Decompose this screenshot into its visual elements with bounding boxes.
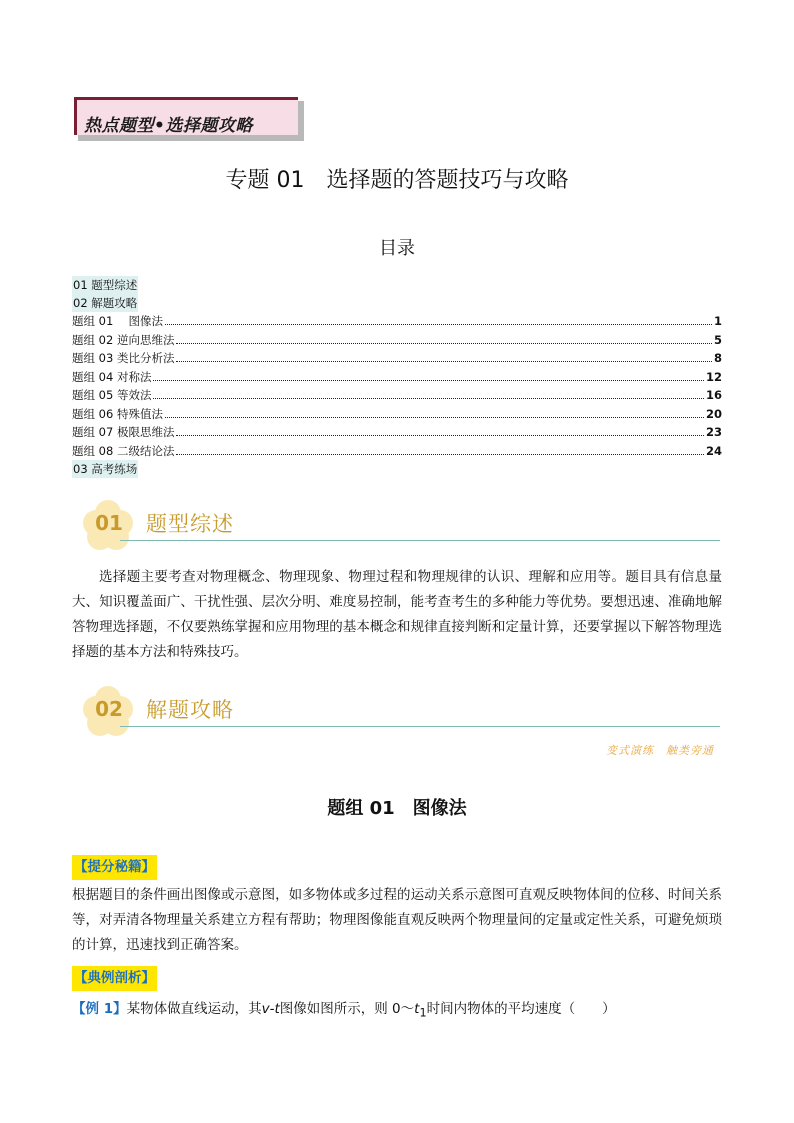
toc-heading: 目录 bbox=[379, 238, 415, 259]
section-heading-overview bbox=[80, 497, 720, 553]
tips-tag-line bbox=[72, 855, 722, 880]
header-badge-text: 热点题型•选择题攻略 bbox=[84, 116, 253, 136]
section-divider bbox=[120, 726, 720, 727]
section-heading-strategy bbox=[80, 683, 720, 739]
section-number: 01 bbox=[95, 511, 123, 535]
toc-entry[interactable]: 题组 08 二级结论法 24 bbox=[72, 443, 722, 458]
header-badge bbox=[74, 97, 302, 139]
section-number: 02 bbox=[95, 697, 123, 721]
example-tag: 【例 1】 bbox=[72, 1001, 127, 1017]
toc-entry[interactable]: 题组 07 极限思维法 23 bbox=[72, 425, 722, 439]
group-title: 题组 01 图像法 bbox=[327, 798, 467, 819]
toc-entry[interactable]: 题组 06 特殊值法 20 bbox=[72, 406, 722, 421]
toc-section-2[interactable]: 02 解题攻略 bbox=[73, 296, 138, 310]
tips-tag: 【提分秘籍】 bbox=[72, 855, 157, 880]
toc-entry[interactable]: 题组 02 逆向思维法 5 bbox=[72, 332, 722, 347]
toc-section-1[interactable]: 01 题型综述 bbox=[73, 278, 138, 292]
analysis-tag-line bbox=[72, 966, 722, 991]
section-divider bbox=[120, 540, 720, 541]
analysis-tag: 【典例剖析】 bbox=[72, 966, 157, 991]
toc-entry[interactable]: 题组 05 等效法 16 bbox=[72, 388, 722, 402]
example-1: 【例 1】某物体做直线运动，其v-t图像如图所示，则 $0\sim t_1$时间内物体的平均速度（ ） bbox=[72, 1001, 616, 1020]
tips-paragraph: 根据题目的条件画出图像或示意图，如多物体或多过程的运动关系示意图可直观反映物体间的位移、时间关系等，对弄清各物理量关系建立方程有帮助；物理图像能直观反映两个物理量间的定量或定性关系，可避免烦琐的计算，迅速找到正确答案。 bbox=[72, 887, 722, 953]
section-label: 解题攻略 bbox=[146, 698, 234, 722]
table-of-contents bbox=[72, 276, 722, 478]
toc-entry[interactable]: 题组 03 类比分析法 8 bbox=[72, 351, 722, 365]
toc-section-3[interactable]: 03 高考练场 bbox=[73, 462, 138, 476]
section-label: 题型综述 bbox=[146, 512, 234, 536]
toc-entry[interactable]: 题组 04 对称法 12 bbox=[72, 369, 722, 384]
page-title: 专题 01 选择题的答题技巧与攻略 bbox=[225, 168, 569, 193]
overview-paragraph: 选择题主要考查对物理概念、物理现象、物理过程和物理规律的认识、理解和应用等。题目具有信息量大、知识覆盖面广、干扰性强、层次分明、难度易控制，能考查考生的多种能力等优势。要想迅速、准确地解答物理选择题，不仅要熟练掌握和应用物理的基本概念和规律直接判断和定量计算，还要掌握以下解答物理选择题的基本方法和特殊技巧。 bbox=[72, 569, 722, 660]
practice-hint: 变式演练 触类旁通 bbox=[606, 744, 714, 757]
toc-entry[interactable]: 题组 01 图像法 1 bbox=[72, 314, 722, 328]
